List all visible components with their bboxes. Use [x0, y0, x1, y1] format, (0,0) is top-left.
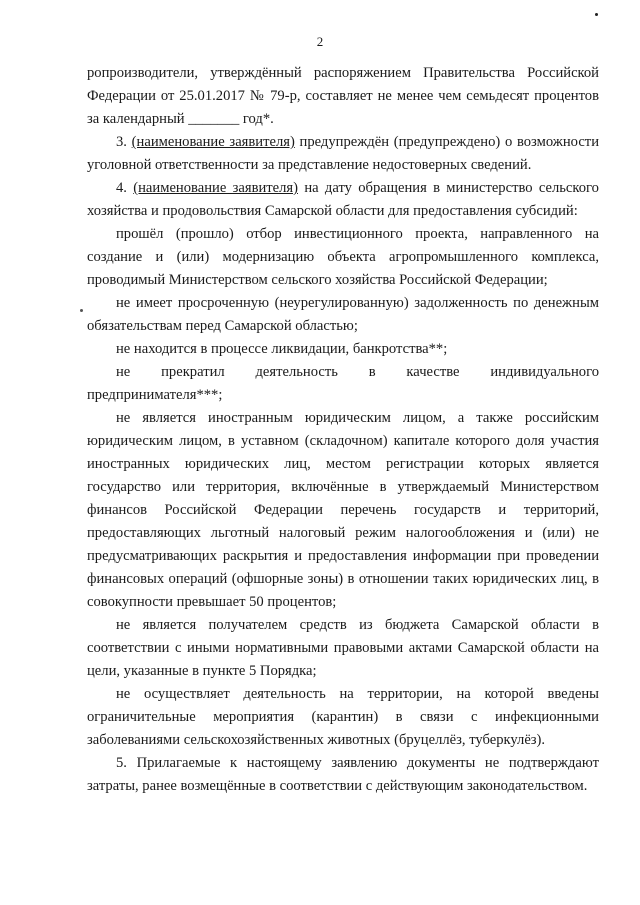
document-body: [87, 62, 599, 798]
paragraph-item-4: [87, 177, 599, 223]
scan-speck: [80, 309, 83, 312]
paragraph-continuation: ропроизводители, утверждённый распоряжением Правительства Российской Федерации от 25.01.2017 № 79-р, составляет не менее чем семьдесят процентов за календарный _______ год*.: [87, 65, 599, 127]
condition-item: не имеет просроченную (неурегулированную) задолженность по денежным обязательствам перед Самарской областью;: [87, 295, 599, 334]
paragraph-item-5: 5. Прилагаемые к настоящему заявлению документы не подтверждают затраты, ранее возмещённые в соответствии с действующим законодательством.: [87, 755, 599, 794]
condition-item: прошёл (прошло) отбор инвестиционного проекта, направленного на создание и (или) модернизацию объекта агропромышленного комплекса, проводимый Министерством сельского хозяйства Российской Федерации;: [87, 226, 599, 288]
condition-item: не находится в процессе ликвидации, банкротства**;: [116, 341, 448, 357]
paragraph-text: предупреждён (предупреждено) о возможности уголовной ответственности за представление недостоверных сведений.: [87, 134, 599, 173]
item-number: 3.: [116, 134, 132, 150]
paragraph-text: на дату обращения в министерство сельского хозяйства и продовольствия Самарской области для предоставления субсидий:: [87, 180, 599, 219]
condition-item: не прекратил деятельность в качестве индивидуального предпринимателя***;: [87, 364, 599, 403]
condition-item: не является получателем средств из бюджета Самарской области в соответствии с иными нормативными правовыми актами Самарской области на цели, указанные в пункте 5 Порядка;: [87, 617, 599, 679]
condition-item: не является иностранным юридическим лицом, а также российским юридическим лицом, в уставном (складочном) капитале которого доля участия иностранных юридических лиц, местом регистрации которых является государство или территория, включённые в утверждаемый Министерством финансов Российской Федерации перечень государств и территорий, предоставляющих льготный налоговый режим налогообложения и (или) не предусматривающих раскрытия и предоставления информации при проведении финансовых операций (офшорные зоны) в отношении таких юридических лиц, в совокупности превышает 50 процентов;: [87, 410, 599, 610]
applicant-name-placeholder: (наименование заявителя): [133, 180, 298, 196]
item-number: 4.: [116, 180, 134, 196]
page-number: 2: [316, 34, 324, 49]
scan-speck: [595, 13, 598, 16]
applicant-name-placeholder: (наименование заявителя): [131, 134, 295, 150]
paragraph-item-3: [87, 131, 599, 177]
condition-item: не осуществляет деятельность на территории, на которой введены ограничительные мероприятия (карантин) в связи с инфекционными заболеваниями сельскохозяйственных животных (бруцеллёз, туберкулёз).: [87, 686, 599, 748]
